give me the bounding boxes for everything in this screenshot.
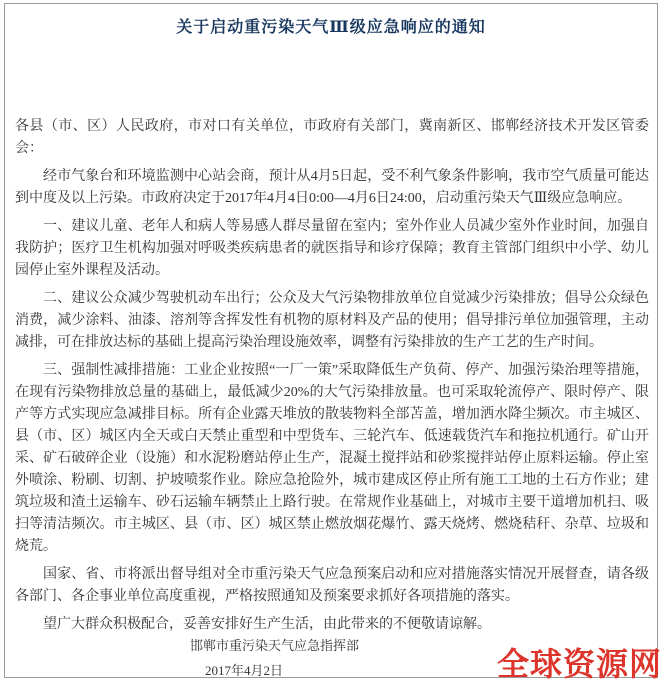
signature-department: 邯郸市重污染天气应急指挥部: [190, 638, 360, 653]
notice-paragraph: 经市气象台和环境监测中心站会商，预计从4月5日起，受不利气象条件影响，我市空气质量可能达到中度及以上污染。市政府决定于2017年4月4日0:00—4月6日24:00，启动重污染天气Ⅲ级应急响应。: [15, 169, 649, 206]
notice-paragraph: 三、强制性减排措施：工业企业按照“一厂一策”采取降低生产负荷、停产、加强污染治理等措施，在现有污染物排放总量的基础上，最低减少20%的大气污染排放量。也可采取轮流停产、限时停产、限产等方式实现应急减排目标。所有企业露天堆放的散装物料全部苫盖，增加洒水降尘频次。市主城区、县（市、区）城区内全天或白天禁止重型和中型货车、三轮汽车、低速载货汽车和拖拉机通行。矿山开采、矿石破碎企业（设施）和水泥粉磨站停止生产，混凝土搅拌站和砂浆搅拌站停止原料运输。停止室外喷涂、粉刷、切割、护坡喷浆作业。除应急抢险外，城市建成区停止所有施工工地的土石方作业；建筑垃圾和渣土运输车、砂石运输车辆禁止上路行驶。在常规作业基础上，对城市主要干道增加机扫、吸扫等清洁频次。市主城区、县（市、区）城区禁止燃放烟花爆竹、露天烧烤、燃烧秸秆、杂草、垃圾和烧荒。: [15, 363, 649, 554]
notice-greeting: 各县（市、区）人民政府，市对口有关单位，市政府有关部门，冀南新区、邯郸经济技术开发区管委会：: [15, 119, 649, 156]
page-frame: [4, 3, 658, 678]
notice-paragraph: 二、建议公众减少驾驶机动车出行；公众及大气污染物排放单位自觉减少污染排放；倡导公众绿色消费，减少涂料、油漆、溶剂等含挥发性有机物的原材料及产品的使用；倡导排污单位加强管理，主动减排，可在排放达标的基础上提高污染治理设施效率，调整有污染排放的生产工艺的生产时间。: [15, 291, 649, 350]
watermark-text: 全球资源网: [496, 646, 662, 682]
notice-body: [5, 116, 657, 636]
notice-title: 关于启动重污染天气Ⅲ级应急响应的通知: [176, 19, 486, 36]
signature-date: 2017年4月2日: [205, 663, 284, 678]
notice-paragraph: 一、建议儿童、老年人和病人等易感人群尽量留在室内；室外作业人员减少室外作业时间，加强自我防护；医疗卫生机构加强对呼吸类疾病患者的就医指导和诊疗保障；教育主管部门组织中小学、幼儿园停止室外课程及活动。: [15, 219, 649, 278]
notice-paragraph: 国家、省、市将派出督导组对全市重污染天气应急预案启动和应对措施落实情况开展督查，请各级各部门、各企事业单位高度重视，严格按照通知及预案要求抓好各项措施的落实。: [15, 567, 649, 604]
notice-paragraph: 望广大群众积极配合，妥善安排好生产生活，由此带来的不便敬请谅解。: [43, 617, 491, 632]
